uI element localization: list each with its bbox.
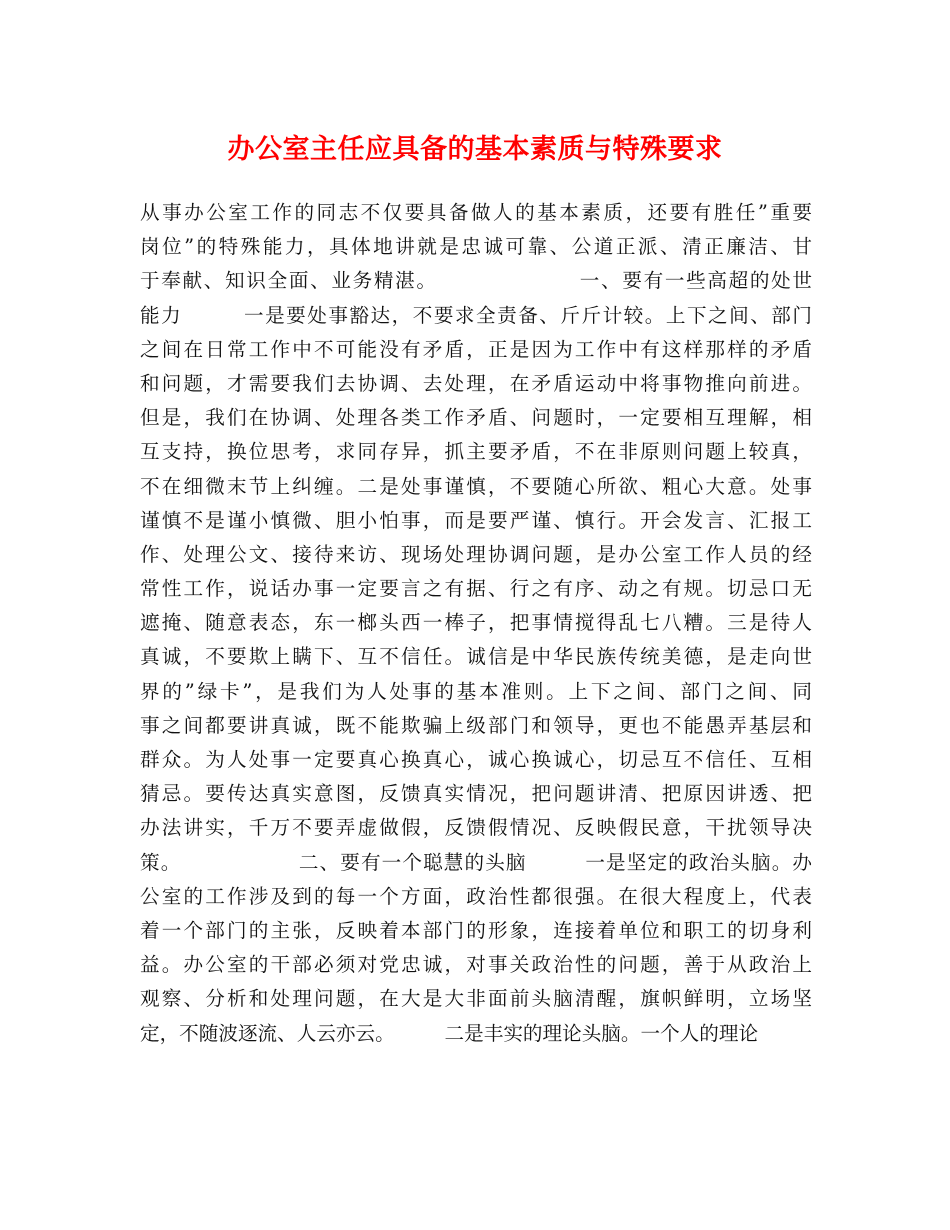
document-title: 办公室主任应具备的基本素质与特殊要求 [227,134,723,165]
body-line: 互支持，换位思考，求同存异，抓主要矛盾，不在非原则问题上较真， [140,440,812,464]
body-line: 公室的工作涉及到的每一个方面，政治性都很强。在很大程度上，代表 [140,884,812,908]
body-line: 之间在日常工作中不可能没有矛盾，正是因为工作中有这样那样的矛盾 [140,337,812,361]
body-line: 能力 一是要处事豁达，不要求全责备、斤斤计较。上下之间、部门 [140,303,812,327]
body-line: 定，不随波逐流、人云亦云。 二是丰实的理论头脑。一个人的理论 [140,1021,759,1045]
body-line: 群众。为人处事一定要真心换真心，诚心换诚心，切忌互不信任、互相 [140,748,812,771]
body-line: 但是，我们在协调、处理各类工作矛盾、问题时，一定要相互理解，相 [140,406,812,430]
body-line: 从事办公室工作的同志不仅要具备做人的基本素质，还要有胜任”重要 [140,201,812,224]
body-line: 作、处理公文、接待来访、现场处理协调问题，是办公室工作人员的经 [140,542,812,566]
body-line: 不在细微末节上纠缠。二是处事谨慎，不要随心所欲、粗心大意。处事 [140,474,812,498]
body-line: 岗位”的特殊能力，具体地讲就是忠诚可靠、公道正派、清正廉洁、甘 [140,235,812,259]
body-line: 于奉献、知识全面、业务精湛。 一、要有一些高超的处世 [140,269,812,293]
body-line: 遮掩、随意表态，东一榔头西一棒子，把事情搅得乱七八糟。三是待人 [140,611,812,635]
body-line: 常性工作，说话办事一定要言之有据、行之有序、动之有规。切忌口无 [140,577,812,601]
body-line: 谨慎不是谨小慎微、胆小怕事，而是要严谨、慎行。开会发言、汇报工 [140,508,812,532]
body-line: 着一个部门的主张，反映着本部门的形象，连接着单位和职工的切身利 [140,918,812,942]
body-line: 猜忌。要传达真实意图，反馈真实情况，把问题讲清、把原因讲透、把 [140,782,812,806]
body-line: 观察、分析和处理问题，在大是大非面前头脑清醒，旗帜鲜明，立场坚 [140,987,812,1011]
body-line: 真诚，不要欺上瞒下、互不信任。诚信是中华民族传统美德，是走向世 [140,645,812,669]
body-line: 界的”绿卡”，是我们为人处事的基本准则。上下之间、部门之间、同 [140,679,812,703]
body-line: 和问题，才需要我们去协调、去处理，在矛盾运动中将事物推向前进。 [140,371,812,395]
document-body [140,196,812,1051]
body-line: 办法讲实，千万不要弄虚做假，反馈假情况、反映假民意，干扰领导决 [140,816,812,840]
body-line: 策。 二、要有一个聪慧的头脑 一是坚定的政治头脑。办 [140,850,812,874]
body-line: 事之间都要讲真诚，既不能欺骗上级部门和领导，更也不能愚弄基层和 [140,713,812,737]
body-line: 益。办公室的干部必须对党忠诚，对事关政治性的问题，善于从政治上 [140,953,812,977]
